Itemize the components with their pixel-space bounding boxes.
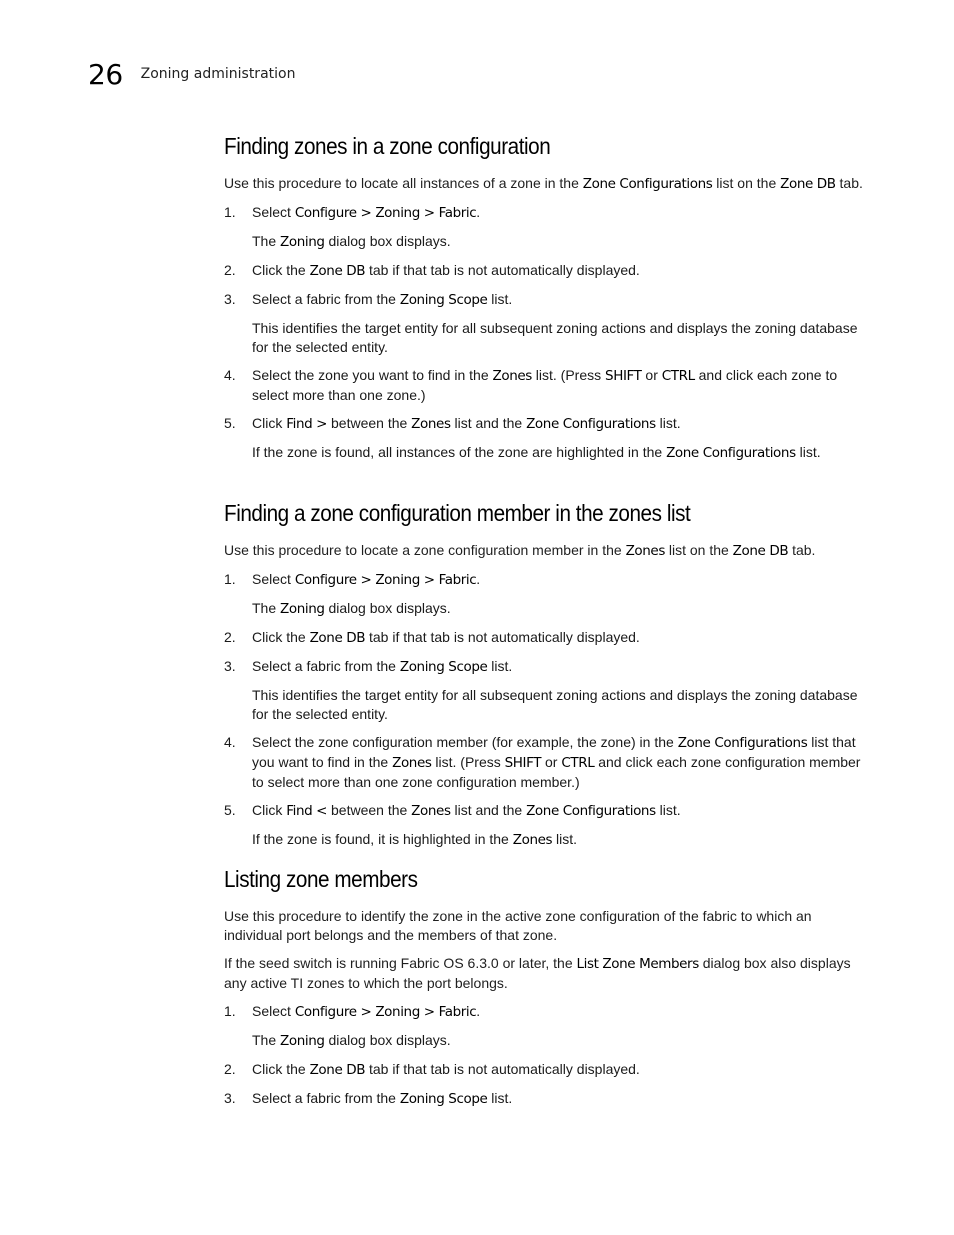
step-text: Select Configure > Zoning > Fabric. [252, 204, 481, 221]
step-text: Click the Zone DB tab if that tab is not automatically displayed. [252, 629, 640, 646]
step-item [224, 366, 872, 405]
procedure-steps [224, 203, 872, 463]
ui-element-name: Zone DB [780, 176, 836, 192]
ui-element-name: Zones [492, 368, 532, 384]
ui-element-name: Zone DB [309, 630, 366, 646]
step-number: 4. [224, 734, 236, 750]
procedure-steps [224, 1002, 872, 1109]
step-number: 2. [224, 629, 236, 645]
ui-element-name: Zone Configurations [582, 176, 713, 192]
step-result: The Zoning dialog box displays. [252, 1032, 451, 1049]
ui-element-name: Zoning [280, 601, 325, 617]
step-text: Select Configure > Zoning > Fabric. [252, 571, 481, 588]
ui-element-name: Zones [392, 755, 432, 771]
step-result: If the zone is found, all instances of the zone are highlighted in the Zone Configurations list. [252, 444, 821, 461]
ui-element-name: Zones [411, 803, 451, 819]
ui-element-name: CTRL [661, 368, 695, 384]
step-number: 3. [224, 291, 236, 307]
running-header [88, 54, 295, 94]
step-text: Click the Zone DB tab if that tab is not automatically displayed. [252, 1061, 640, 1078]
step-number: 3. [224, 1090, 236, 1106]
ui-element-name: Zone Configurations [666, 445, 796, 461]
step-item [224, 657, 872, 724]
ui-element-name: Configure > Zoning > Fabric [294, 205, 477, 221]
step-number: 3. [224, 658, 236, 674]
ui-element-name: SHIFT [605, 368, 642, 384]
ui-element-name: Zone DB [309, 1062, 366, 1078]
step-text: Click the Zone DB tab if that tab is not automatically displayed. [252, 262, 640, 279]
section-listing-zone-members [224, 866, 872, 1118]
step-result: If the zone is found, it is highlighted in the Zones list. [252, 831, 578, 848]
step-number: 1. [224, 204, 236, 220]
step-item [224, 628, 872, 648]
section-title: Finding zones in a zone configuration [224, 133, 551, 159]
step-item [224, 801, 872, 850]
step-item [224, 1002, 872, 1051]
section-intro-note: If the seed switch is running Fabric OS 6.3.0 or later, the List Zone Members dialog box also displays any active TI zones to which the port belongs. [224, 955, 851, 991]
step-text: Click Find > between the Zones list and the Zone Configurations list. [252, 415, 681, 432]
ui-element-name: Zoning [280, 1033, 325, 1049]
step-text: Select a fabric from the Zoning Scope list. [252, 658, 513, 675]
step-result: This identifies the target entity for all subsequent zoning actions and displays the zoning database for the selected entity. [252, 320, 858, 355]
ui-element-name: Zoning [280, 234, 325, 250]
step-number: 5. [224, 415, 236, 431]
section-finding-config-member [224, 500, 872, 859]
ui-element-name: List Zone Members [576, 956, 699, 972]
step-text: Select the zone you want to find in the Zones list. (Press SHIFT or CTRL and click each zone to select more than one zone.) [252, 367, 838, 403]
step-result: The Zoning dialog box displays. [252, 600, 451, 617]
step-item [224, 414, 872, 463]
step-number: 1. [224, 571, 236, 587]
step-number: 2. [224, 262, 236, 278]
ui-element-name: Zone DB [309, 263, 366, 279]
chapter-title: Zoning administration [140, 66, 296, 82]
step-text: Select a fabric from the Zoning Scope list. [252, 1090, 513, 1107]
step-item [224, 1060, 872, 1080]
section-intro: Use this procedure to identify the zone in the active zone configuration of the fabric to which an individual port belongs and the members of that zone. [224, 908, 812, 943]
step-number: 5. [224, 802, 236, 818]
ui-element-name: Zoning Scope [399, 1091, 488, 1107]
ui-element-name: Find < [286, 803, 328, 819]
procedure-steps [224, 570, 872, 850]
ui-element-name: SHIFT [504, 755, 542, 771]
step-text: Select the zone configuration member (for example, the zone) in the Zone Configurations list that you want to find in the Zones list. (Press SHIFT or CTRL and click each zone configuration member to select more than one zone configuration member.) [252, 734, 861, 790]
step-number: 1. [224, 1003, 236, 1019]
section-title: Finding a zone configuration member in the zones list [224, 500, 691, 526]
step-number: 2. [224, 1061, 236, 1077]
ui-element-name: Zone Configurations [526, 416, 656, 432]
step-item [224, 203, 872, 252]
ui-element-name: Zone Configurations [526, 803, 656, 819]
section-intro: Use this procedure to locate all instances of a zone in the Zone Configurations list on the Zone DB tab. [224, 175, 863, 192]
step-item [224, 290, 872, 357]
chapter-number: 26 [88, 57, 123, 91]
ui-element-name: Zoning Scope [399, 659, 488, 675]
ui-element-name: Configure > Zoning > Fabric [294, 1004, 477, 1020]
ui-element-name: Zones [411, 416, 451, 432]
step-item [224, 1089, 872, 1109]
ui-element-name: Zones [512, 832, 553, 848]
ui-element-name: Zoning Scope [399, 292, 488, 308]
section-title: Listing zone members [224, 866, 418, 892]
ui-element-name: Find > [286, 416, 328, 432]
ui-element-name: Zone Configurations [677, 735, 808, 751]
step-item [224, 733, 872, 792]
step-text: Click Find < between the Zones list and the Zone Configurations list. [252, 802, 681, 819]
ui-element-name: CTRL [561, 755, 595, 771]
step-item [224, 261, 872, 281]
ui-element-name: Zones [625, 543, 665, 559]
section-finding-zones [224, 133, 872, 472]
step-text: Select Configure > Zoning > Fabric. [252, 1003, 481, 1020]
step-result: The Zoning dialog box displays. [252, 233, 451, 250]
step-result: This identifies the target entity for all subsequent zoning actions and displays the zoning database for the selected entity. [252, 687, 858, 722]
ui-element-name: Zone DB [732, 543, 789, 559]
section-intro: Use this procedure to locate a zone configuration member in the Zones list on the Zone DB tab. [224, 542, 816, 559]
step-number: 4. [224, 367, 236, 383]
step-text: Select a fabric from the Zoning Scope list. [252, 291, 513, 308]
step-item [224, 570, 872, 619]
ui-element-name: Configure > Zoning > Fabric [294, 572, 477, 588]
